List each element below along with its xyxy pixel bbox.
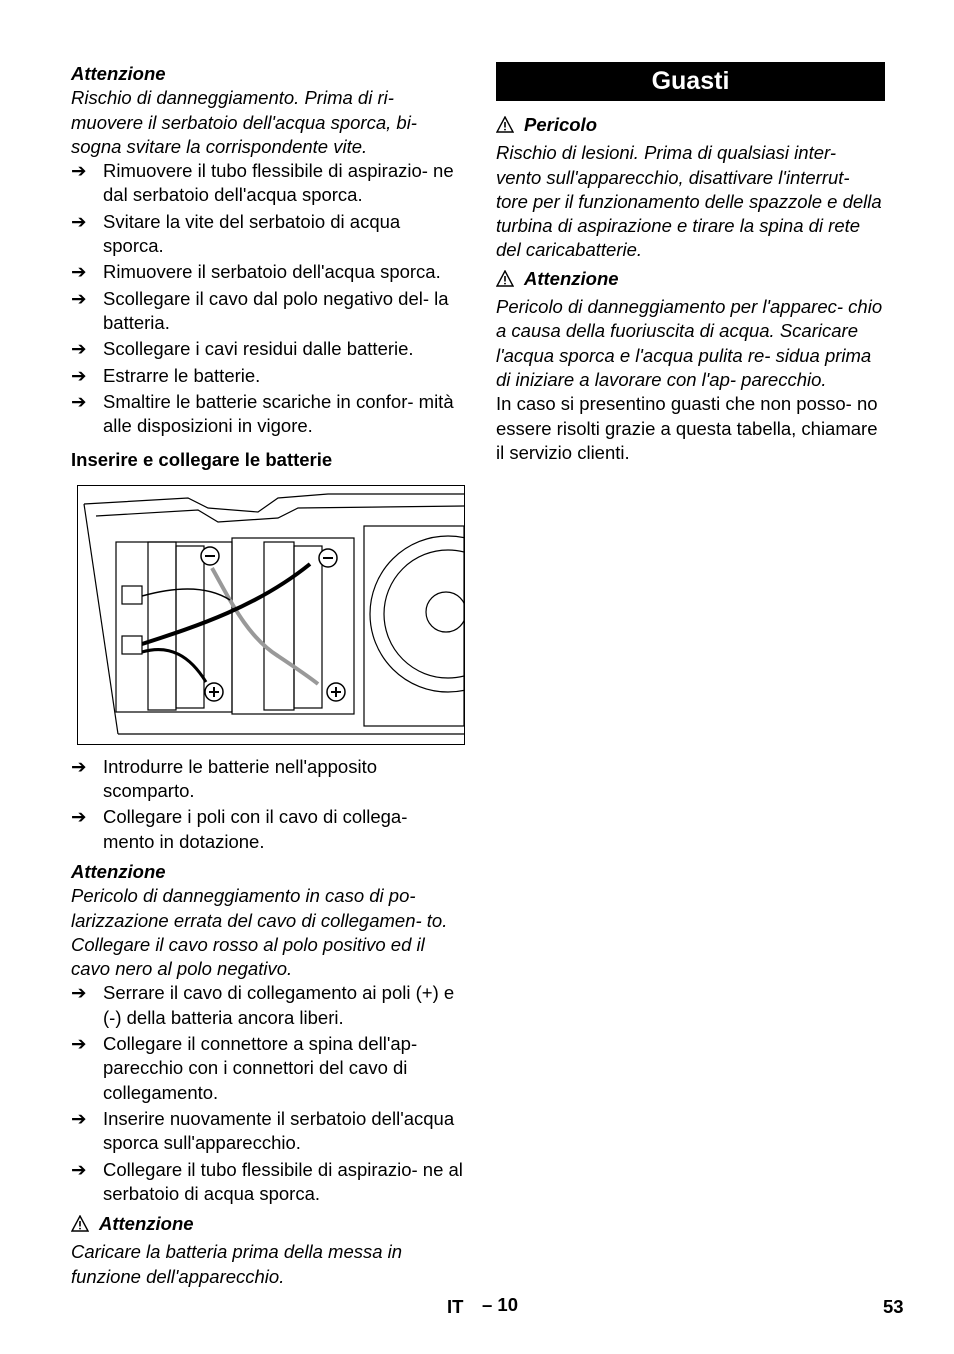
list-item: ➔ Collegare il tubo flessibile di aspirazio- ne al serbatoio di acqua sporca. bbox=[71, 1158, 463, 1204]
arrow-right-icon: ➔ bbox=[71, 755, 87, 777]
body-text: In caso si presentino guasti che non posso- no essere risolti grazie a questa tabella, chiamare il servizio clienti. bbox=[496, 393, 878, 463]
arrow-right-icon: ➔ bbox=[71, 1033, 87, 1055]
caution-heading: Attenzione bbox=[496, 267, 885, 291]
note-heading: Attenzione bbox=[71, 63, 166, 84]
arrow-right-icon: ➔ bbox=[71, 287, 87, 309]
list-item: ➔ Introdurre le batterie nell'apposito scomparto. bbox=[71, 755, 378, 802]
section-title: Guasti bbox=[496, 62, 885, 101]
list-item: ➔ Inserire nuovamente il serbatoio dell'acqua sporca sull'apparecchio. bbox=[71, 1107, 455, 1154]
list-item: ➔ Collegare il connettore a spina dell'ap- parecchio con i connettori del cavo di collegamento. bbox=[71, 1033, 418, 1103]
page-number: 53 bbox=[883, 1296, 904, 1317]
footer-section-page: – 10 bbox=[482, 1294, 519, 1315]
footer-language: IT bbox=[447, 1296, 464, 1317]
list-item: ➔ Svitare la vite del serbatoio di acqua sporca. bbox=[71, 210, 401, 257]
arrow-right-icon: ➔ bbox=[71, 364, 87, 386]
warning-icon bbox=[496, 270, 514, 287]
list-item: ➔ Estrarre le batterie. bbox=[71, 364, 463, 388]
arrow-right-icon: ➔ bbox=[71, 210, 87, 232]
list-item: ➔ Scollegare il cavo dal polo negativo del- la batteria. bbox=[71, 287, 449, 333]
arrow-right-icon: ➔ bbox=[71, 982, 87, 1004]
caution-text: Pericolo di danneggiamento per l'apparec- chio a causa della fuoriuscita di acqua. Scaricare l'acqua sporca e l'acqua pulita re- sidua prima di iniziare a lavorare con l'ap- parecchio. bbox=[496, 296, 883, 390]
note-text: Caricare la batteria prima della messa in funzione dell'apparecchio. bbox=[71, 1241, 403, 1287]
arrow-right-icon: ➔ bbox=[71, 390, 87, 412]
list-item: ➔ Scollegare i cavi residui dalle batterie. bbox=[71, 337, 463, 361]
danger-heading: Pericolo bbox=[496, 113, 885, 137]
list-item: ➔ Rimuovere il tubo flessibile di aspirazio- ne dal serbatoio dell'acqua sporca. bbox=[71, 160, 454, 206]
note-text: Pericolo di danneggiamento in caso di po- larizzazione errata del cavo di collegamen- to. Collegare il cavo rosso al polo positivo ed il cavo nero al polo negativo. bbox=[71, 885, 448, 980]
step-list bbox=[71, 755, 463, 854]
arrow-right-icon: ➔ bbox=[71, 806, 87, 828]
list-item: ➔ Rimuovere il serbatoio dell'acqua sporca. bbox=[71, 260, 463, 284]
left-column bbox=[71, 62, 463, 1289]
note-text: Rischio di danneggiamento. Prima di ri- muovere il serbatoio dell'acqua sporca, bi- sogna svitare la corrispondente vite. bbox=[71, 87, 417, 157]
battery-illustration bbox=[78, 486, 464, 744]
list-item: ➔ Serrare il cavo di collegamento ai poli (+) e (-) della batteria ancora liberi. bbox=[71, 982, 455, 1028]
list-item: ➔ Collegare i poli con il cavo di collega- mento in dotazione. bbox=[71, 806, 408, 852]
warning-icon bbox=[496, 116, 514, 133]
arrow-right-icon: ➔ bbox=[71, 1158, 87, 1180]
note-heading: Attenzione bbox=[71, 1212, 463, 1236]
battery-diagram bbox=[77, 485, 465, 745]
right-column bbox=[496, 62, 885, 465]
arrow-right-icon: ➔ bbox=[71, 1107, 87, 1129]
step-list bbox=[71, 981, 463, 1206]
arrow-right-icon: ➔ bbox=[71, 261, 87, 283]
list-item: ➔ Smaltire le batterie scariche in confor- mità alle disposizioni in vigore. bbox=[71, 390, 454, 437]
subheading: Inserire e collegare le batterie bbox=[71, 449, 333, 471]
arrow-right-icon: ➔ bbox=[71, 160, 87, 182]
note-heading: Attenzione bbox=[71, 860, 166, 882]
danger-text: Rischio di lesioni. Prima di qualsiasi inter- vento sull'apparecchio, disattivare l'interrut- tore per il funzionamento delle spazzole e della turbina di aspirazione e tirare la spina di rete del caricabatterie. bbox=[496, 142, 882, 261]
warning-icon bbox=[71, 1215, 89, 1232]
arrow-right-icon: ➔ bbox=[71, 338, 87, 360]
step-list bbox=[71, 159, 463, 438]
